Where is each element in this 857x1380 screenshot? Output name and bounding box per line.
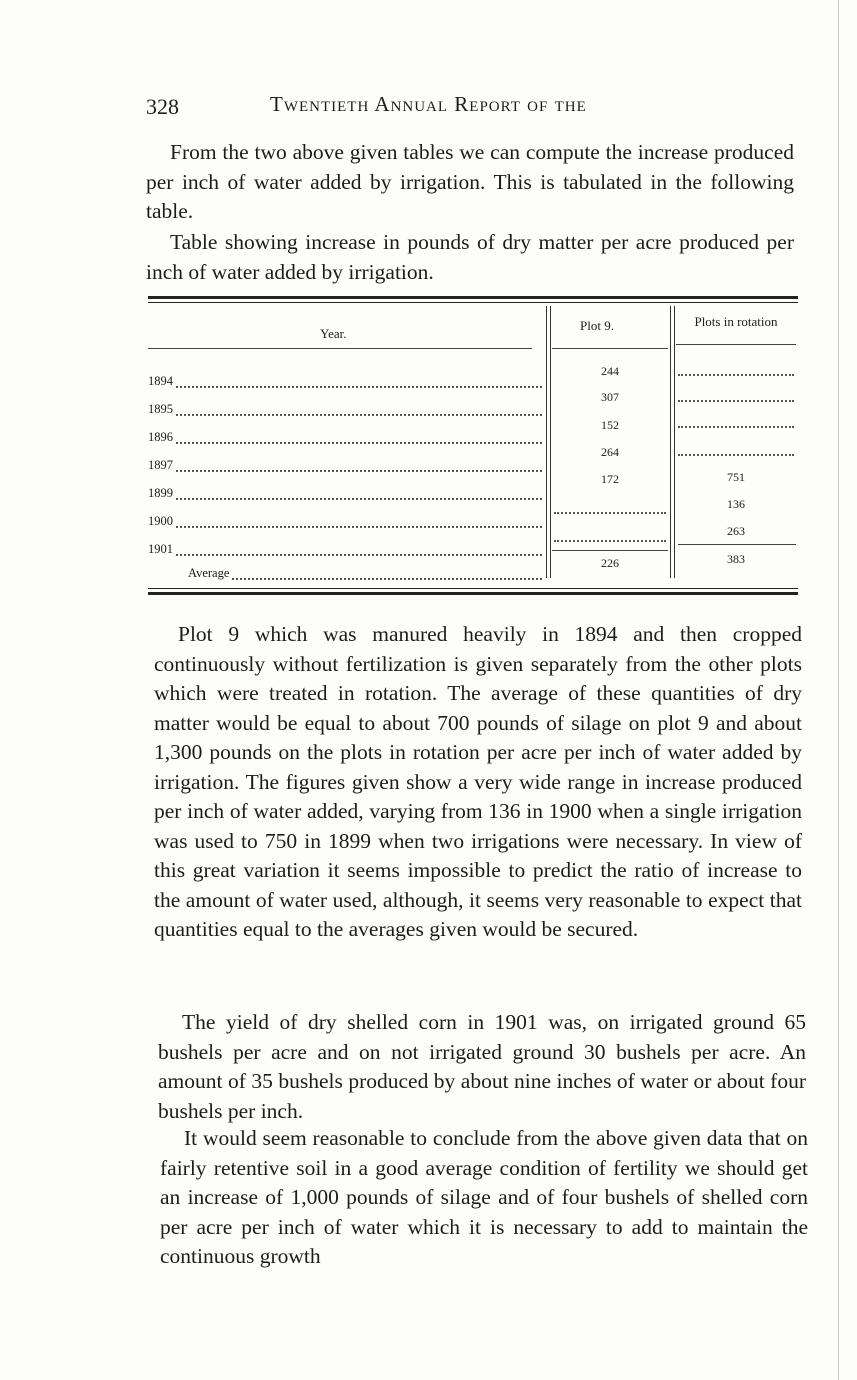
rotation-empty-dots: [678, 416, 794, 428]
column-divider: [550, 306, 551, 578]
header-underline: [552, 348, 668, 349]
table-top-rule: [148, 296, 798, 299]
year-cell: 1901: [148, 542, 542, 560]
table-caption: Table showing increase in pounds of dry matter per acre produced per inch of water added by irrigation.: [146, 230, 794, 284]
header-underline: [148, 348, 532, 349]
conclusion-paragraph: It would seem reasonable to conclude from the above given data that on fairly retentive soil in a good average condition of fertility we should get an increase of 1,000 pounds of silage and of four bushels of shelled corn per acre per inch of water which it is necessary to add to maintain the continuous growth: [160, 1126, 808, 1268]
plot9-empty-dots: [554, 530, 666, 542]
plot9-sum-rule: [552, 550, 668, 551]
plot9-value: 307: [601, 390, 619, 404]
table-top-rule-thin: [148, 302, 798, 303]
rotation-value: 751: [727, 470, 745, 484]
rotation-value: 136: [727, 497, 745, 511]
year-cell: 1895: [148, 402, 542, 420]
rotation-value: 263: [727, 524, 745, 538]
rotation-empty-dots: [678, 364, 794, 376]
discussion-paragraph: Plot 9 which was manured heavily in 1894 and then cropped continuously without fertilization is given separately from the other plots which were treated in rotation. The average of these quantities of dry matter would be equal to about 700 pounds of silage on plot 9 and about 1,300 pounds on the plots in rotation per acre per inch of water added by irrigation. The figures given show a very wide range in increase produced per inch of water added, varying from 136 in 1900 when a single irrigation was used to 750 in 1899 when two irrigations were necessary. In view of this great variation it seems impossible to predict the ratio of increase to the amount of water used, although, it seems very reasonable to expect that quantities equal to the averages given would be secured.: [154, 622, 802, 941]
header-title: Twentieth Annual Report of the: [270, 92, 587, 116]
plot9-value: 264: [601, 445, 619, 459]
year-cell: 1900: [148, 514, 542, 532]
table-bottom-rule: [148, 592, 798, 595]
column-divider: [674, 306, 675, 578]
plot9-value: 152: [601, 418, 619, 432]
year-cell: 1894: [148, 374, 542, 392]
year-cell: 1897: [148, 458, 542, 476]
table-bottom-rule-thin: [148, 588, 798, 589]
page-number: 328: [146, 94, 179, 119]
year-cell: 1899: [148, 486, 542, 504]
plot9-empty-dots: [554, 502, 666, 514]
rotation-empty-dots: [678, 390, 794, 402]
rotation-sum-rule: [678, 544, 796, 545]
increase-table: [148, 292, 798, 604]
average-label: Average: [188, 566, 542, 584]
corn-yield-paragraph: The yield of dry shelled corn in 1901 was, on irrigated ground 65 bushels per acre and on not irrigated ground 30 bushels per acre. An amount of 35 bushels produced by about nine inches of water or about four bushels per inch.: [158, 1010, 806, 1123]
year-cell: 1896: [148, 430, 542, 448]
rotation-average: 383: [727, 552, 745, 566]
plot9-average: 226: [601, 556, 619, 570]
column-divider: [546, 306, 547, 578]
column-header-year: Year.: [320, 326, 347, 341]
running-head: [146, 88, 826, 122]
page-edge: [838, 0, 839, 1380]
header-underline: [676, 344, 796, 345]
plot9-value: 244: [601, 364, 619, 378]
intro-paragraph: From the two above given tables we can compute the increase produced per inch of water added by irrigation. This is tabulated in the following table.: [146, 140, 794, 223]
rotation-empty-dots: [678, 444, 794, 456]
column-header-rotation: Plots in rotation: [694, 314, 778, 329]
column-divider: [670, 306, 671, 578]
column-header-plot9: Plot 9.: [580, 318, 614, 333]
plot9-value: 172: [601, 472, 619, 486]
